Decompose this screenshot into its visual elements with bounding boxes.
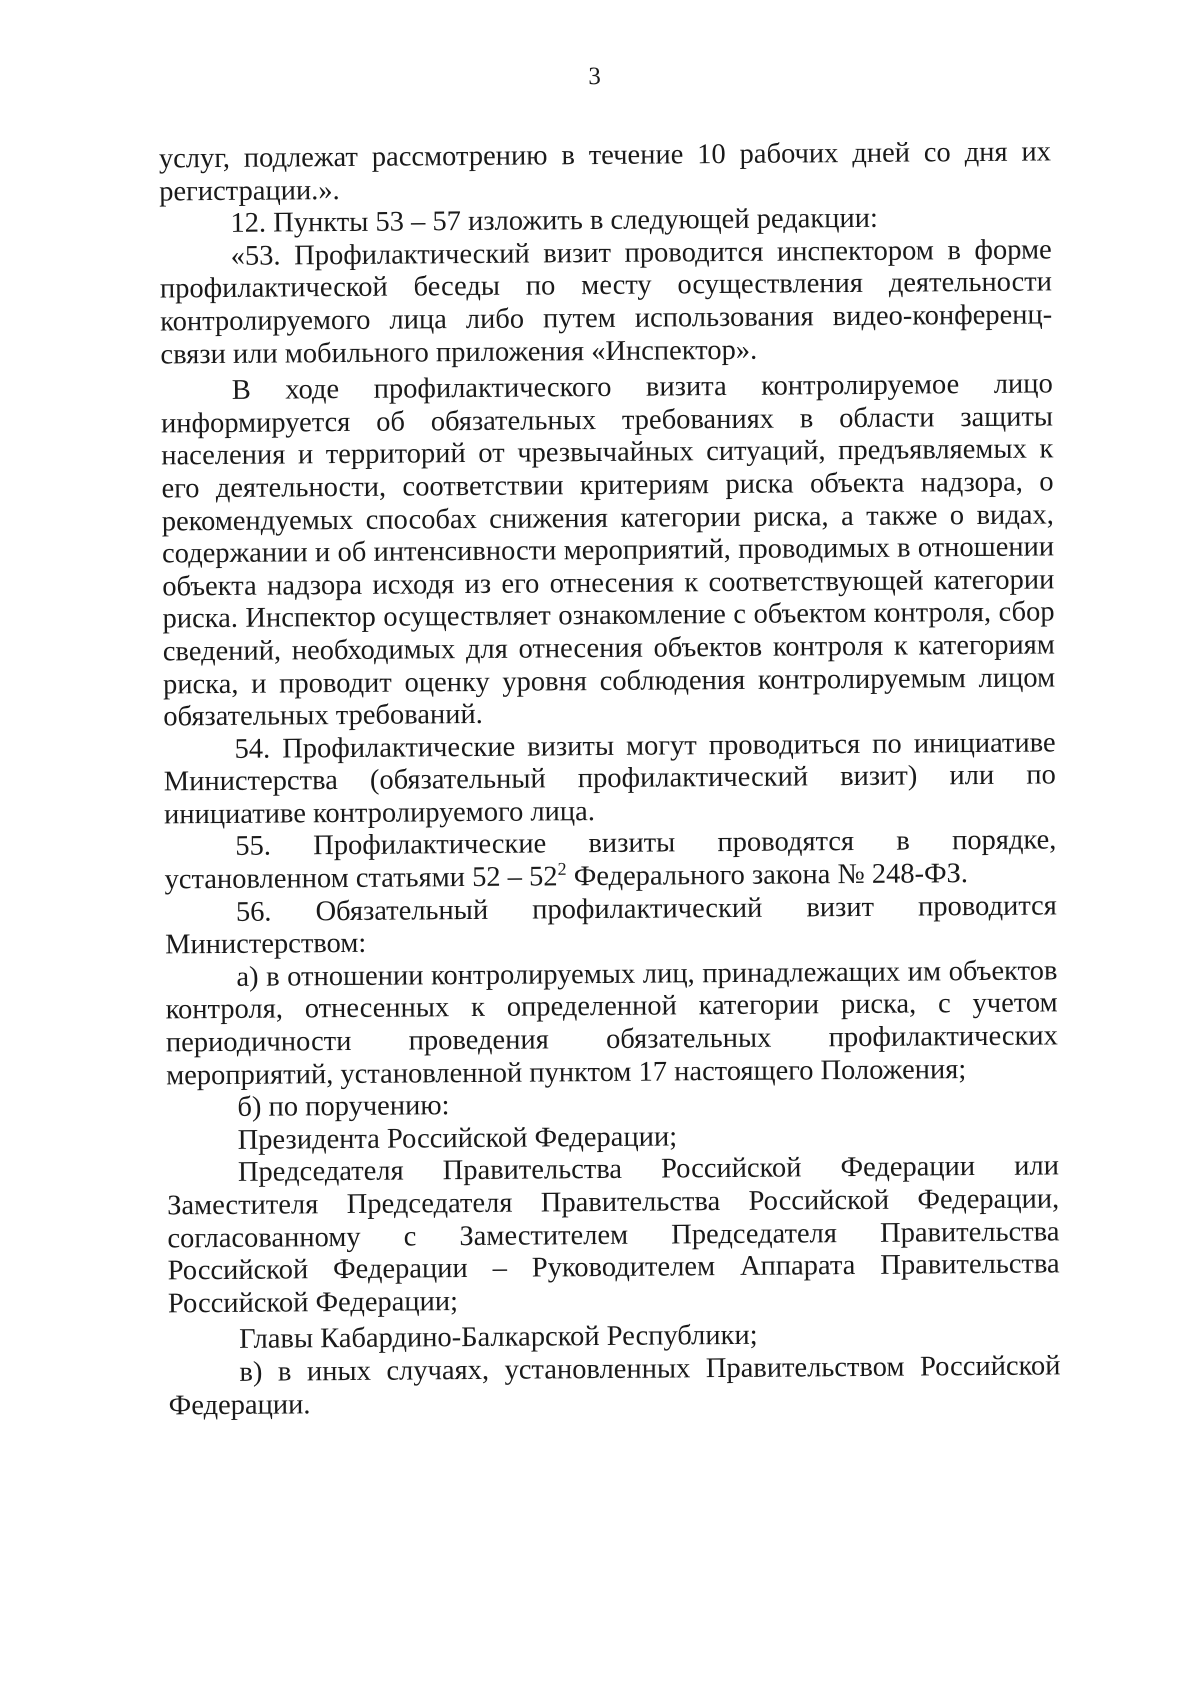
paragraph-item-12: 12. Пункты 53 – 57 изложить в следующей редакции: <box>230 202 878 240</box>
page-number: 3 <box>588 62 601 91</box>
paragraph-point-53: «53. Профилактический визит проводится инспектором в форме профилактической беседы по месту осуществления деятельности контролируемого лица либо путем использования видео-конференц-связи или мобильного приложения «Инспектор». <box>159 234 1053 371</box>
paragraph-subitem-b: б) по поручению: <box>237 1090 450 1124</box>
paragraph-head-kbr: Главы Кабардино-Балкарской Республики; <box>239 1320 758 1356</box>
paragraph-president: Президента Российской Федерации; <box>237 1121 678 1156</box>
paragraph-subitem-a: а) в отношении контролируемых лиц, принадлежащих им объектов контроля, отнесенных к определенной категории риска, с учетом периодичности проведения обязательных профилактических мероприятий, установленной пунктом 17 настоящего Положения; <box>165 955 1058 1092</box>
point-55-text: 55. Профилактические визиты проводятся в порядке, установленном статьями 52 – 52 <box>164 824 1057 896</box>
paragraph-point-56: 56. Обязательный профилактический визит проводится Министерством: <box>165 890 1057 961</box>
superscript: 2 <box>557 858 567 879</box>
paragraph-chairman: Председателя Правительства Российской Федерации или Заместителя Председателя Правительства Российской Федерации, согласованному с Заместителем Председателя Правительства Российской Федерации – Руководителем Аппарата Правительства Российской Федерации; <box>167 1150 1060 1320</box>
document-body <box>159 136 1061 1422</box>
point-55-text-end: Федерального закона № 248-ФЗ. <box>566 858 969 893</box>
paragraph-point-55 <box>164 825 1056 897</box>
paragraph-visit-content: В ходе профилактического визита контролируемое лицо информируется об обязательных требованиях в области защиты населения и территорий от чрезвычайных ситуаций, предъявляемых к его деятельности, соответствии критериям риска объекта надзора, о рекомендуемых способах снижения категории риска, а также о видах, содержании и об интенсивности мероприятий, проводимых в отношении объекта надзора исходя из его отнесения к соответствующей категории риска. Инспектор осуществляет ознакомление с объектом контроля, сбор сведений, необходимых для отнесения объектов контроля к категориям риска, и проводит оценку уровня соблюдения контролируемым лицом обязательных требований. <box>160 368 1056 733</box>
paragraph-point-54: 54. Профилактические визиты могут проводиться по инициативе Министерства (обязательный профилактический визит) или по инициативе контролируемого лица. <box>163 727 1056 831</box>
paragraph-subitem-v: в) в иных случаях, установленных Правительством Российской Федерации. <box>168 1350 1061 1421</box>
paragraph-continuation: услуг, подлежат рассмотрению в течение 10 рабочих дней со дня их регистрации.». <box>158 136 1052 208</box>
